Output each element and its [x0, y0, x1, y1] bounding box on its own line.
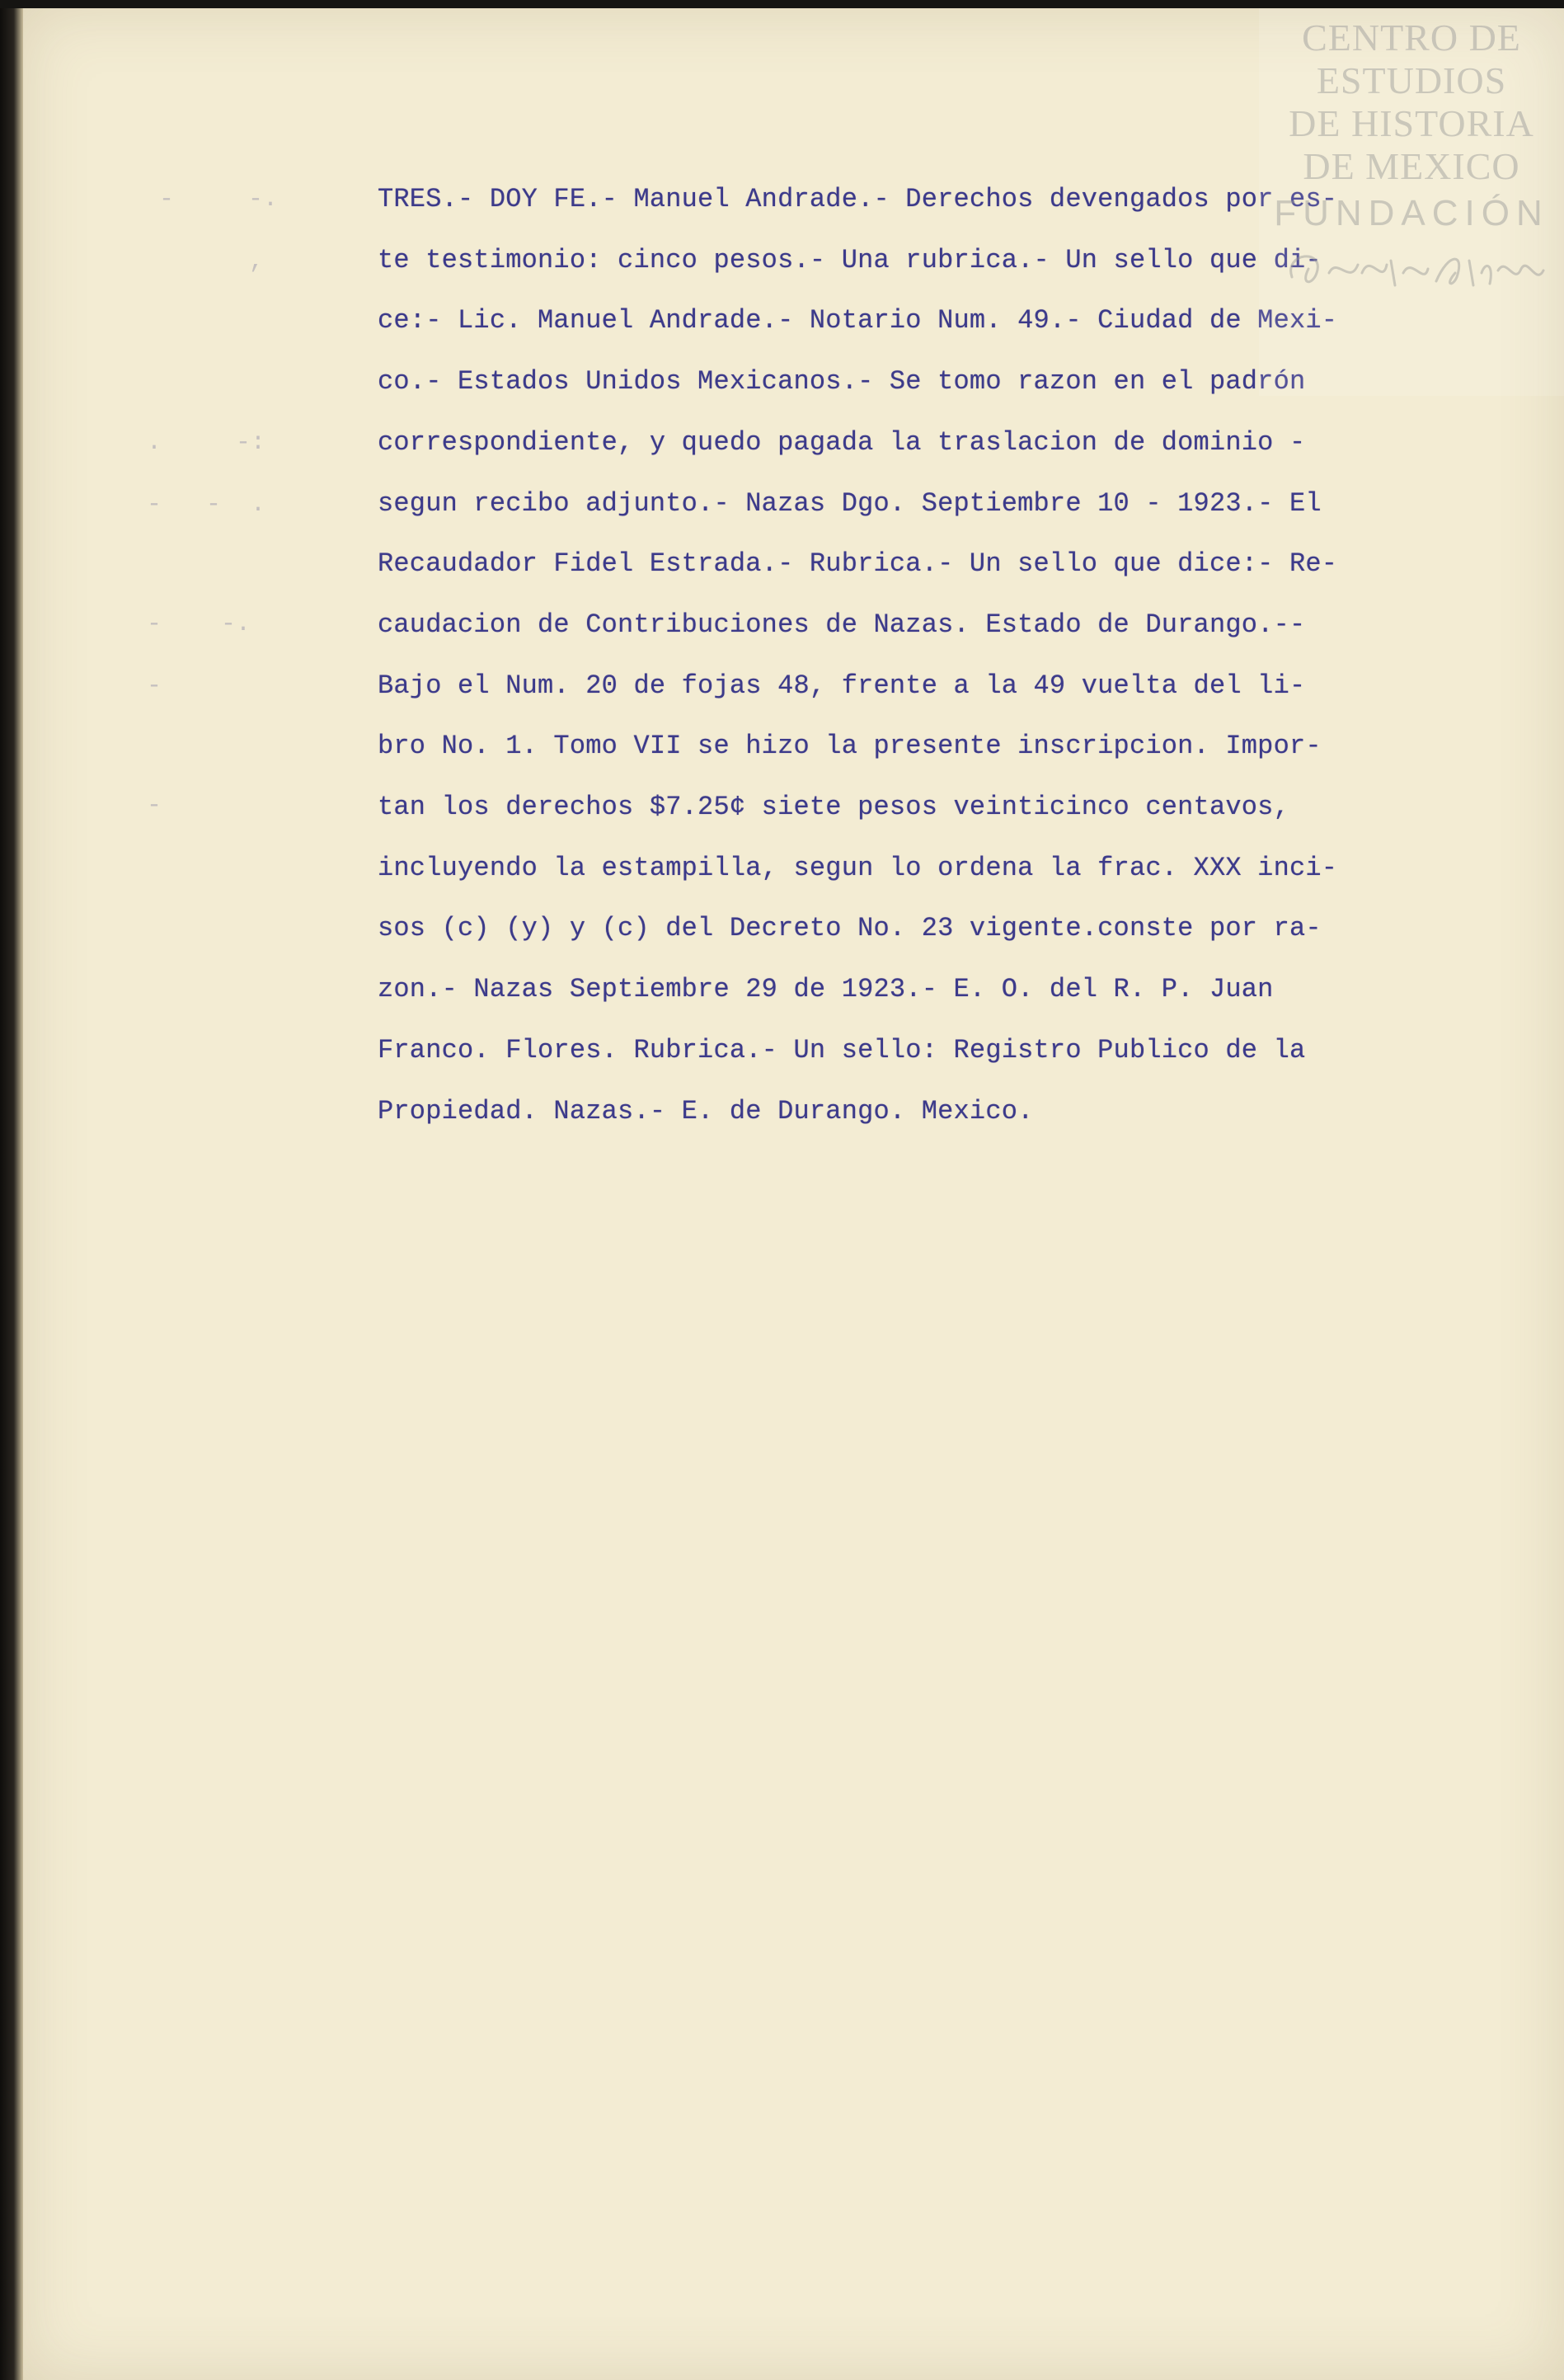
document-line: segun recibo adjunto.- Nazas Dgo. Septiembre 10 - 1923.- El	[378, 487, 1322, 519]
margin-mark: . -:	[147, 429, 266, 457]
page-left-edge	[0, 8, 23, 2380]
signature-icon	[1259, 236, 1564, 302]
document-line: Bajo el Num. 20 de fojas 48, frente a la 49 vuelta del li-	[378, 670, 1306, 701]
watermark-line: ESTUDIOS	[1316, 59, 1507, 101]
document-line: correspondiente, y quedo pagada la traslacion de dominio -	[378, 426, 1306, 458]
margin-mark: ,	[130, 247, 265, 275]
document-line: zon.- Nazas Septiembre 29 de 1923.- E. O. del R. P. Juan	[378, 974, 1274, 1005]
document-line: incluyendo la estampilla, segun lo ordena la frac. XXX inci-	[378, 852, 1338, 883]
document-line: tan los derechos $7.25¢ siete pesos veinticinco centavos,	[378, 792, 1289, 823]
document-line: co.- Estados Unidos Mexicanos.- Se tomo razon en el padrón	[378, 366, 1306, 397]
margin-mark: - - .	[147, 491, 266, 519]
document-page	[23, 8, 1564, 2380]
margin-mark: - -.	[147, 610, 251, 638]
document-line: Franco. Flores. Rubrica.- Un sello: Registro Publico de la	[378, 1034, 1306, 1065]
document-line: Recaudador Fidel Estrada.- Rubrica.- Un sello que dice:- Re-	[378, 548, 1338, 580]
margin-mark: -	[147, 792, 162, 820]
document-line: Propiedad. Nazas.- E. de Durango. Mexico.	[378, 1095, 1034, 1127]
document-line: sos (c) (y) y (c) del Decreto No. 23 vigente.conste por ra-	[378, 913, 1322, 944]
watermark-line: DE MEXICO	[1303, 145, 1520, 187]
document-line: bro No. 1. Tomo VII se hizo la presente inscripcion. Impor-	[378, 731, 1322, 762]
document-line: te testimonio: cinco pesos.- Una rubrica.- Un sello que di-	[378, 244, 1322, 275]
margin-mark: - -.	[159, 186, 279, 214]
archive-watermark	[1259, 8, 1564, 396]
watermark-foundation: FUNDACIÓN	[1274, 193, 1549, 233]
watermark-line: CENTRO DE	[1302, 16, 1521, 59]
watermark-line: DE HISTORIA	[1289, 102, 1534, 144]
margin-mark: -	[147, 672, 162, 700]
document-line: caudacion de Contribuciones de Nazas. Estado de Durango.--	[378, 609, 1306, 640]
document-line: TRES.- DOY FE.- Manuel Andrade.- Derechos devengados por es-	[378, 184, 1338, 214]
document-line: ce:- Lic. Manuel Andrade.- Notario Num. 49.- Ciudad de Mexi-	[378, 305, 1338, 336]
